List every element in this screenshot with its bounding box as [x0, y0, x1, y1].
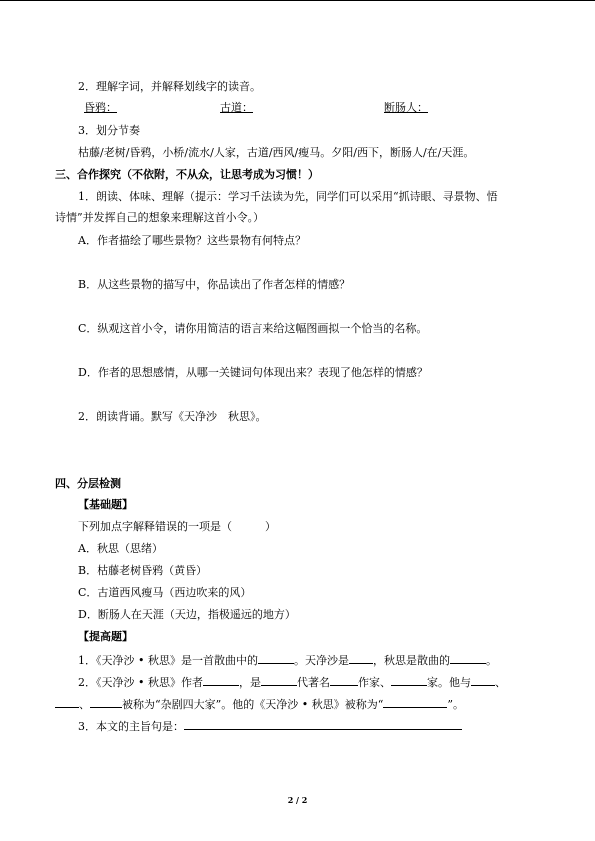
adv-q2-part1: 2．《天净沙 • 秋思》作者 — [78, 676, 203, 689]
adv-q3 — [78, 718, 462, 734]
q2-term2-wrap — [220, 101, 253, 115]
blank-10 — [90, 696, 122, 708]
s3-q1-line2: 诗情”并发挥自己的想象来理解这首小令。） — [55, 211, 265, 224]
blank-8 — [471, 674, 495, 686]
adv-q1-part4: 。 — [485, 654, 497, 667]
basic-question: 下列加点字解释错误的一项是（ ） — [78, 520, 276, 533]
q2-heading: 2．理解字词，并解释划线字的读音。 — [78, 80, 261, 93]
blank-3 — [450, 652, 486, 664]
blank-1 — [258, 652, 294, 664]
section3-title: 三、合作探究（不依附，不从众，让思考成为习惯！） — [55, 168, 319, 181]
adv-q2b-part3: ”。 — [447, 698, 464, 711]
basic-label: 【基础题】 — [78, 498, 133, 511]
s3-question-a: A．作者描绘了哪些景物？这些景物有何特点？ — [78, 234, 306, 247]
option-c: C．古道西风瘦马（西边吹来的风） — [78, 586, 252, 599]
header-rule — [0, 0, 595, 1]
q2-term3-wrap — [384, 101, 428, 115]
adv-q2-part2: ，是 — [238, 676, 261, 689]
term-gudao: 古道： — [220, 101, 253, 114]
section4-title: 四、分层检测 — [55, 477, 121, 490]
blank-4 — [203, 674, 239, 686]
q3-heading: 3．划分节奏 — [78, 124, 140, 137]
adv-q2-cont — [55, 696, 464, 712]
rhythm-text: 枯藤/老树/昏鸦，小桥/流水/人家，古道/西风/瘦马。夕阳/西下，断肠人/在/天涯。 — [78, 146, 475, 159]
adv-q1 — [78, 652, 497, 668]
blank-9 — [55, 696, 79, 708]
adv-q2 — [78, 674, 506, 690]
blank-2 — [349, 652, 373, 664]
adv-q2-part5: 家。他与 — [426, 676, 471, 689]
option-b: B．枯藤老树昏鸦（黄昏） — [78, 564, 208, 577]
s3-question-b: B．从这些景物的描写中，你品读出了作者怎样的情感？ — [78, 278, 351, 291]
adv-q2b-part1: 、 — [79, 698, 90, 711]
s3-question-d: D．作者的思想感情，从哪一关键词句体现出来？表现了他怎样的情感？ — [78, 366, 428, 379]
option-d: D．断肠人在天涯（天边，指极遥远的地方） — [78, 608, 296, 621]
adv-q2-part3: 代著名 — [296, 676, 330, 689]
page-number: 2 / 2 — [287, 795, 308, 805]
blank-12 — [184, 718, 462, 730]
advanced-label: 【提高题】 — [78, 630, 133, 643]
adv-q2-part4: 作家、 — [357, 676, 391, 689]
blank-5 — [261, 674, 297, 686]
q2-terms — [84, 101, 117, 115]
s3-q2: 2．朗读背诵。默写《天净沙 秋思》。 — [78, 410, 267, 423]
adv-q2b-part2: 被称为“杂剧四大家”。他的《天净沙 • 秋思》被称为“ — [122, 698, 384, 711]
term-duanchangren: 断肠人： — [384, 101, 428, 114]
blank-11 — [383, 696, 447, 708]
adv-q1-part1: 1．《天净沙 • 秋思》是一首散曲中的 — [78, 654, 258, 667]
adv-q3-text: 3．本文的主旨句是： — [78, 720, 184, 733]
adv-q1-part2: 。天净沙是 — [293, 654, 349, 667]
adv-q2-part6: 、 — [494, 676, 506, 689]
blank-7 — [391, 674, 427, 686]
option-a: A．秋思（思绪） — [78, 542, 163, 555]
blank-6 — [330, 674, 358, 686]
term-hunya: 昏鸦： — [84, 101, 117, 114]
s3-question-c: C．纵观这首小令，请你用简洁的语言来给这幅图画拟一个恰当的名称。 — [78, 322, 428, 335]
s3-q1-line1: 1．朗读、体味、理解（提示：学习千法读为先，同学们可以采用“抓诗眼、寻景物、悟 — [78, 190, 498, 203]
adv-q1-part3: ，秋思是散曲的 — [372, 654, 450, 667]
